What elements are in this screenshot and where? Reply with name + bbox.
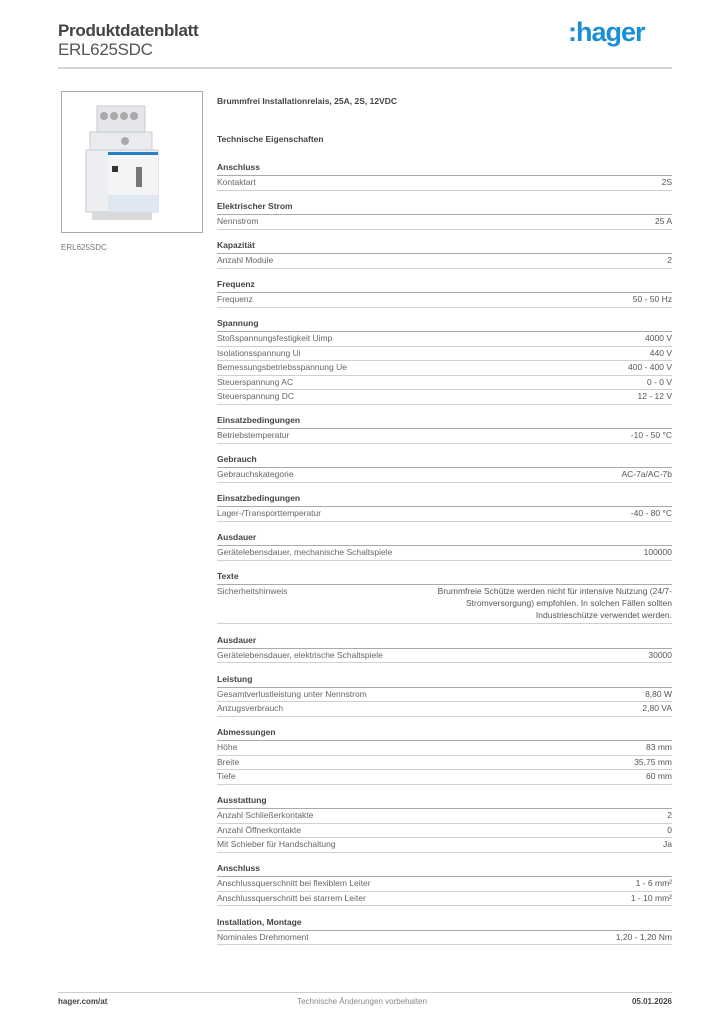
spec-row bbox=[217, 215, 672, 230]
spec-row bbox=[217, 376, 672, 391]
spec-label: Betriebstemperatur bbox=[217, 430, 290, 440]
section-title: Anschluss bbox=[217, 161, 672, 176]
spec-row bbox=[217, 585, 672, 624]
spec-value: 2,80 VA bbox=[642, 703, 672, 713]
spec-row bbox=[217, 756, 672, 771]
spec-row bbox=[217, 176, 672, 191]
spec-value: -10 - 50 °C bbox=[630, 430, 672, 440]
spec-label: Höhe bbox=[217, 742, 238, 752]
spec-row bbox=[217, 332, 672, 347]
spec-value: AC-7a/AC-7b bbox=[621, 469, 672, 479]
spec-row bbox=[217, 838, 672, 853]
footer-note: Technische Änderungen vorbehalten bbox=[297, 997, 427, 1006]
header-divider bbox=[58, 67, 672, 69]
footer-divider bbox=[58, 992, 672, 993]
spec-value: 400 - 400 V bbox=[628, 362, 672, 372]
spec-value: 0 bbox=[667, 824, 672, 835]
spec-row bbox=[217, 702, 672, 717]
spec-section bbox=[217, 453, 672, 483]
spec-value: 12 - 12 V bbox=[637, 391, 672, 401]
spec-label: Gerätelebensdauer, mechanische Schaltspiele bbox=[217, 547, 393, 557]
hager-logo: :hager bbox=[568, 17, 645, 47]
spec-section bbox=[217, 414, 672, 444]
section-title: Texte bbox=[217, 570, 672, 585]
spec-label: Isolationsspannung Ui bbox=[217, 347, 301, 358]
spec-row bbox=[217, 468, 672, 483]
spec-row bbox=[217, 741, 672, 756]
spec-section bbox=[217, 570, 672, 624]
spec-value: 1 - 6 mm² bbox=[635, 878, 672, 888]
section-title: Kapazität bbox=[217, 239, 672, 254]
spec-section bbox=[217, 278, 672, 308]
spec-value: 1 - 10 mm² bbox=[630, 892, 672, 903]
spec-value: 100000 bbox=[643, 547, 672, 557]
section-title: Frequenz bbox=[217, 278, 672, 293]
spec-row bbox=[217, 254, 672, 269]
spec-value: Ja bbox=[663, 839, 672, 849]
spec-row bbox=[217, 507, 672, 522]
spec-label: Anschlussquerschnitt bei starrem Leiter bbox=[217, 892, 366, 903]
spec-label: Anzahl Module bbox=[217, 255, 274, 265]
spec-section bbox=[217, 916, 672, 946]
section-title: Abmessungen bbox=[217, 726, 672, 741]
spec-label: Lager-/Transporttemperatur bbox=[217, 508, 322, 518]
spec-content bbox=[217, 96, 672, 955]
spec-value: 1,20 - 1,20 Nm bbox=[615, 931, 672, 942]
spec-section bbox=[217, 531, 672, 561]
spec-label: Kontaktart bbox=[217, 177, 256, 187]
section-title: Einsatzbedingungen bbox=[217, 414, 672, 429]
spec-row bbox=[217, 649, 672, 664]
spec-label: Sicherheitshinweis bbox=[217, 586, 288, 596]
spec-value: 0 - 0 V bbox=[646, 376, 672, 387]
section-title: Leistung bbox=[217, 673, 672, 688]
footer-website[interactable]: hager.com/at bbox=[58, 997, 108, 1006]
product-image bbox=[61, 91, 203, 233]
spec-label: Nennstrom bbox=[217, 216, 259, 226]
technical-properties-heading: Technische Eigenschaften bbox=[217, 134, 324, 144]
section-title: Installation, Montage bbox=[217, 916, 672, 931]
spec-section bbox=[217, 794, 672, 853]
spec-label: Frequenz bbox=[217, 294, 253, 304]
section-title: Elektrischer Strom bbox=[217, 200, 672, 215]
spec-value: 2 bbox=[667, 810, 672, 820]
spec-section bbox=[217, 200, 672, 230]
spec-value: 50 - 50 Hz bbox=[632, 294, 672, 304]
spec-section bbox=[217, 317, 672, 405]
spec-value: 25 A bbox=[654, 216, 672, 226]
spec-label: Gerätelebensdauer, elektrische Schaltspiele bbox=[217, 649, 383, 660]
spec-section bbox=[217, 726, 672, 785]
spec-section bbox=[217, 239, 672, 269]
footer-date: 05.01.2026 bbox=[631, 997, 672, 1006]
spec-label: Gebrauchskategorie bbox=[217, 469, 294, 479]
section-title: Gebrauch bbox=[217, 453, 672, 468]
spec-label: Steuerspannung DC bbox=[217, 391, 295, 401]
spec-value: 35,75 mm bbox=[634, 756, 672, 767]
article-number: ERL625SDC bbox=[58, 40, 153, 59]
spec-label: Stoßspannungsfestigkeit Uimp bbox=[217, 333, 333, 343]
spec-row bbox=[217, 931, 672, 946]
spec-row bbox=[217, 429, 672, 444]
spec-row bbox=[217, 347, 672, 362]
page-title: Produktdatenblatt bbox=[58, 21, 199, 40]
spec-value: 8,80 W bbox=[645, 688, 672, 699]
product-description: Brummfrei Installationrelais, 25A, 2S, 12VDC bbox=[217, 96, 397, 106]
spec-row bbox=[217, 361, 672, 376]
section-title: Ausstattung bbox=[217, 794, 672, 809]
spec-row bbox=[217, 688, 672, 703]
spec-value: 83 mm bbox=[646, 742, 672, 752]
spec-label: Anzugsverbrauch bbox=[217, 703, 284, 713]
spec-label: Bemessungsbetriebsspannung Ue bbox=[217, 362, 347, 372]
spec-section bbox=[217, 492, 672, 522]
spec-row bbox=[217, 877, 672, 892]
spec-row bbox=[217, 293, 672, 308]
spec-row bbox=[217, 390, 672, 405]
section-title: Spannung bbox=[217, 317, 672, 332]
section-title: Ausdauer bbox=[217, 531, 672, 546]
section-title: Ausdauer bbox=[217, 634, 672, 649]
spec-section bbox=[217, 634, 672, 664]
spec-value: 2 bbox=[667, 255, 672, 265]
spec-value: 2S bbox=[661, 177, 672, 187]
spec-row bbox=[217, 892, 672, 907]
spec-row bbox=[217, 770, 672, 785]
spec-section bbox=[217, 862, 672, 906]
spec-label: Mit Schieber für Handschaltung bbox=[217, 839, 336, 849]
spec-label: Gesamtverlustleistung unter Nennstrom bbox=[217, 688, 367, 699]
spec-row bbox=[217, 546, 672, 561]
spec-label: Steuerspannung AC bbox=[217, 376, 294, 387]
spec-label: Anzahl Öffnerkontakte bbox=[217, 824, 301, 835]
spec-label: Anzahl Schließerkontakte bbox=[217, 810, 314, 820]
spec-label: Nominales Drehmoment bbox=[217, 931, 309, 942]
spec-sections bbox=[217, 161, 672, 945]
spec-label: Breite bbox=[217, 756, 240, 767]
spec-row bbox=[217, 824, 672, 839]
spec-value: Brummfreie Schütze werden nicht für intensive Nutzung (24/7-Stromversorgung) empfohlen. In solchen Fällen sollten Industrieschütze verwendet werden. bbox=[437, 586, 672, 620]
spec-label: Anschlussquerschnitt bei flexiblem Leiter bbox=[217, 878, 371, 888]
spec-section bbox=[217, 161, 672, 191]
section-title: Einsatzbedingungen bbox=[217, 492, 672, 507]
spec-row bbox=[217, 809, 672, 824]
image-caption: ERL625SDC bbox=[61, 243, 107, 252]
spec-value: 60 mm bbox=[646, 771, 672, 781]
spec-value: -40 - 80 °C bbox=[630, 508, 672, 518]
spec-label: Tiefe bbox=[217, 771, 236, 781]
section-title: Anschluss bbox=[217, 862, 672, 877]
spec-value: 30000 bbox=[648, 649, 672, 660]
spec-value: 4000 V bbox=[645, 333, 672, 343]
spec-value: 440 V bbox=[649, 347, 672, 358]
spec-section bbox=[217, 673, 672, 717]
